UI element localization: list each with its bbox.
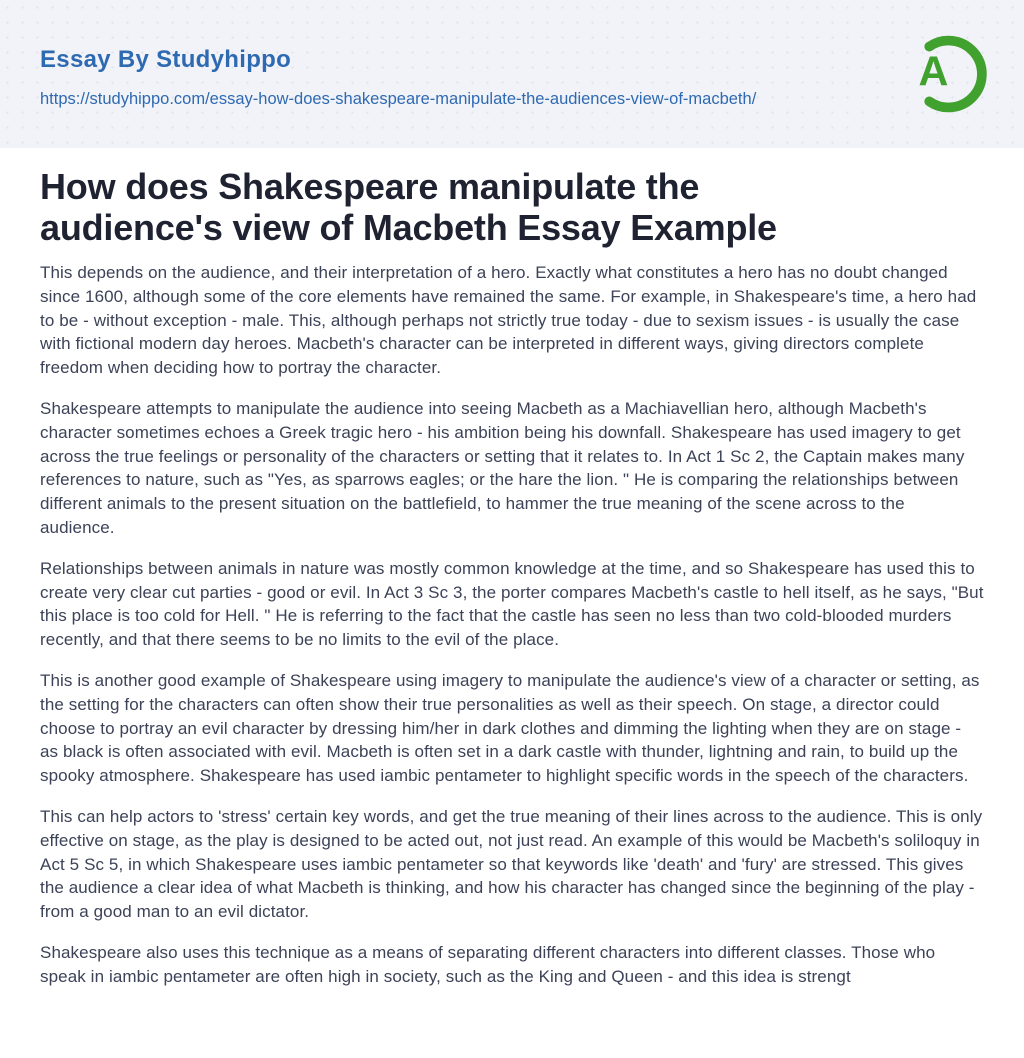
essay-body [40,261,984,989]
essay-title-line-2: audience's view of Macbeth Essay Example [40,207,777,248]
essay-paragraph-6: Shakespeare also uses this technique as a means of separating different characters into different classes. Those who speak in iambic pentameter are often high in society, such as the King and Queen - and this idea is strengt [40,942,936,986]
essay-paragraph-1: This depends on the audience, and their interpretation of a hero. Exactly what constitutes a hero has no doubt changed since 1600, although some of the core elements have remained the same. For example, in Shakespeare's time, a hero had to be - without exception - male. This, although perhaps not strictly true today - due to sexism issues - is usually the case with fictional modern day heroes. Macbeth's character can be interpreted in different ways, giving directors complete freedom when deciding how to portray the character. [40,263,977,378]
essay-article [0,148,1024,989]
essay-title [40,166,984,248]
page-header [0,0,1024,148]
source-url-link[interactable]: https://studyhippo.com/essay-how-does-shakespeare-manipulate-the-audiences-view-of-macbeth/ [40,90,757,108]
essay-paragraph-3: Relationships between animals in nature was mostly common knowledge at the time, and so Shakespeare has used this to create very clear cut parties - good or evil. In Act 3 Sc 3, the porter compares Macbeth's castle to hell itself, as he says, "But this place is too cold for Hell. " He is referring to the fact that the castle has seen no less than two cold-blooded murders recently, and that there seems to be no limits to the evil of the place. [40,558,984,650]
essay-paragraph-4: This is another good example of Shakespeare using imagery to manipulate the audience's view of a character or setting, as the setting for the characters can often show their true personalities as well as their speech. On stage, a director could choose to portray an evil character by dressing him/her in dark clothes and dimming the lighting when they are on stage - as black is often associated with evil. Macbeth is often set in a dark castle with thunder, lightning and rain, to build up the spooky atmosphere. Shakespeare has used iambic pentameter to highlight specific words in the speech of the characters. [40,670,980,786]
essay-paragraph-2: Shakespeare attempts to manipulate the audience into seeing Macbeth as a Machiavellian hero, although Macbeth's character sometimes echoes a Greek tragic hero - his ambition being his downfall. Shakespeare has used imagery to get across the true feelings or personality of the characters or setting that it relates to. In Act 1 Sc 2, the Captain makes many references to nature, such as "Yes, as sparrows eagles; or the hare the lion. " He is comparing the relationships between different animals to the present situation on the battlefield, to hammer the true meaning of the scene across to the audience. [40,398,965,537]
studyhippo-logo-icon [900,30,988,118]
logo-letter: A [918,48,949,95]
essay-paragraph-5: This can help actors to 'stress' certain key words, and get the true meaning of their lines across to the audience. This is only effective on stage, as the play is designed to be acted out, not just read. An example of this would be Macbeth's soliloquy in Act 5 Sc 5, in which Shakespeare uses iambic pentameter so that keywords like 'death' and 'fury' are stressed. This gives the audience a clear idea of what Macbeth is thinking, and how his character has changed since the beginning of the play - from a good man to an evil dictator. [40,806,983,922]
essay-title-line-1: How does Shakespeare manipulate the [40,166,700,207]
byline: Essay By Studyhippo [40,46,292,73]
